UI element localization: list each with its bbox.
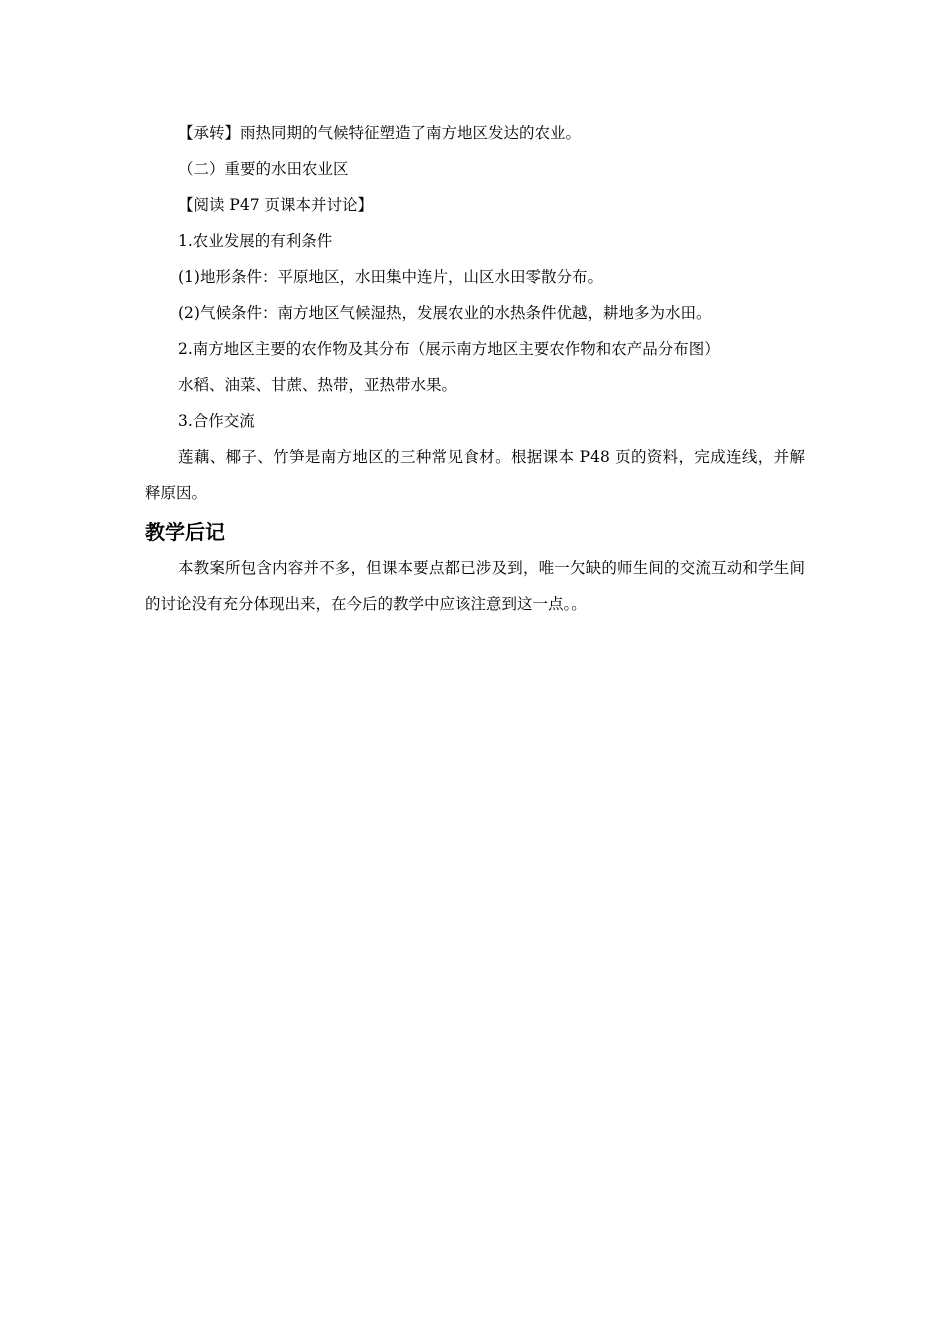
list-item-climate: (2)气候条件：南方地区气候湿热，发展农业的水热条件优越，耕地多为水田。 bbox=[178, 304, 712, 322]
list-item-cooperation: 3.合作交流 bbox=[178, 412, 255, 430]
paragraph-crop-list: 水稻、油菜、甘蔗、热带，亚热带水果。 bbox=[178, 376, 458, 394]
list-item-terrain: (1)地形条件：平原地区，水田集中连片，山区水田零散分布。 bbox=[178, 268, 603, 286]
paragraph-reading-task: 【阅读 P47 页课本并讨论】 bbox=[178, 196, 374, 214]
paragraph-afterword: 本教案所包含内容并不多，但课本要点都已涉及到，唯一欠缺的师生间的交流互动和学生间的讨论没有充分体现出来，在今后的教学中应该注意到这一点。。 bbox=[145, 559, 805, 613]
section-title-paddy-farming: （二）重要的水田农业区 bbox=[178, 160, 349, 178]
heading-teaching-notes: 教学后记 bbox=[145, 520, 225, 544]
paragraph-transition: 【承转】雨热同期的气候特征塑造了南方地区发达的农业。 bbox=[178, 124, 582, 142]
list-item-main-crops: 2.南方地区主要的农作物及其分布（展示南方地区主要农作物和农产品分布图） bbox=[178, 340, 720, 358]
list-item-favorable-conditions: 1.农业发展的有利条件 bbox=[178, 232, 333, 250]
paragraph-cooperation-task: 莲藕、椰子、竹笋是南方地区的三种常见食材。根据课本 P48 页的资料，完成连线，并解释原因。 bbox=[145, 448, 805, 502]
document-body bbox=[145, 115, 805, 622]
